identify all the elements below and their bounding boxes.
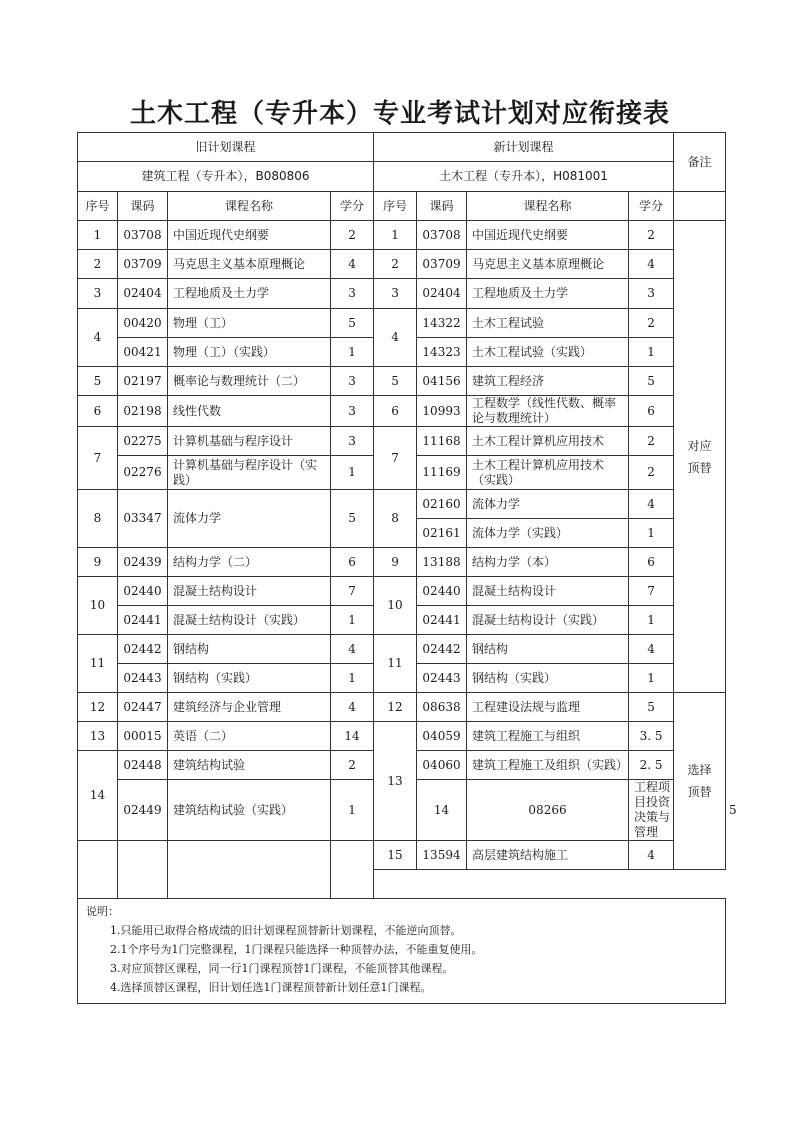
new-credit-cell: 4 xyxy=(629,841,674,870)
old-name-cell: 工程地质及土力学 xyxy=(168,279,331,309)
new-name-cell: 工程项目投资决策与管理 xyxy=(629,780,674,841)
old-credit-cell: 1 xyxy=(331,338,374,367)
new-code-cell: 10993 xyxy=(417,396,467,427)
new-credit-cell: 3 xyxy=(629,279,674,309)
old-seq-cell: 2 xyxy=(78,250,118,279)
old-seq-cell: 6 xyxy=(78,396,118,427)
table-row xyxy=(78,279,726,309)
new-code-cell: 11168 xyxy=(417,427,467,456)
new-seq-cell: 7 xyxy=(374,427,417,490)
new-code-cell: 02440 xyxy=(417,577,467,606)
old-plan-header: 旧计划课程 xyxy=(78,133,374,162)
old-credit-cell: 5 xyxy=(331,309,374,338)
new-code-cell: 02160 xyxy=(417,490,467,519)
new-credit-cell: 2. 5 xyxy=(629,751,674,780)
course-mapping-table xyxy=(77,132,737,1004)
old-code-cell xyxy=(118,841,168,899)
new-seq-cell: 2 xyxy=(374,250,417,279)
new-code-cell: 03709 xyxy=(417,250,467,279)
new-seq-cell: 5 xyxy=(374,367,417,396)
new-code-cell: 14322 xyxy=(417,309,467,338)
old-name-cell: 计算机基础与程序设计（实践） xyxy=(168,456,331,490)
new-name-cell: 流体力学 xyxy=(467,490,629,519)
old-credit-cell: 4 xyxy=(331,250,374,279)
new-code-cell: 02404 xyxy=(417,279,467,309)
new-name-cell: 马克思主义基本原理概论 xyxy=(467,250,629,279)
old-code-cell: 02198 xyxy=(118,396,168,427)
old-name-cell: 建筑经济与企业管理 xyxy=(168,693,331,722)
remarks-empty-cell xyxy=(674,192,726,221)
old-name-cell: 钢结构 xyxy=(168,635,331,664)
new-code-cell: 08266 xyxy=(467,780,629,841)
table-row xyxy=(78,490,726,519)
new-code-cell: 11169 xyxy=(417,456,467,490)
new-name-cell: 流体力学（实践） xyxy=(467,519,629,548)
new-seq-cell: 10 xyxy=(374,577,417,635)
old-credit-cell: 4 xyxy=(331,693,374,722)
new-credit-cell: 6 xyxy=(629,548,674,577)
new-code-cell: 14323 xyxy=(417,338,467,367)
new-name-cell: 钢结构 xyxy=(467,635,629,664)
new-credit-cell: 1 xyxy=(629,606,674,635)
table-row xyxy=(78,577,726,606)
table-row xyxy=(78,722,726,751)
old-code-cell: 00421 xyxy=(118,338,168,367)
new-credit-cell: 2 xyxy=(629,221,674,250)
new-credit-cell: 2 xyxy=(629,456,674,490)
old-credit-cell: 3 xyxy=(331,427,374,456)
remarks-line: 选择 xyxy=(687,763,712,777)
old-code-cell: 02448 xyxy=(118,751,168,780)
new-plan-header: 新计划课程 xyxy=(374,133,674,162)
new-credit-cell: 6 xyxy=(629,396,674,427)
table-row xyxy=(78,635,726,664)
old-name-cell: 物理（工） xyxy=(168,309,331,338)
new-name-cell: 土木工程计算机应用技术（实践） xyxy=(467,456,629,490)
old-code-cell: 02275 xyxy=(118,427,168,456)
old-code-cell: 02439 xyxy=(118,548,168,577)
old-credit-cell xyxy=(331,841,374,899)
old-name-cell: 英语（二） xyxy=(168,722,331,751)
old-code-cell: 00015 xyxy=(118,722,168,751)
new-name-cell: 建筑工程经济 xyxy=(467,367,629,396)
new-code-cell: 08638 xyxy=(417,693,467,722)
new-credit-cell: 7 xyxy=(629,577,674,606)
page-title: 土木工程（专升本）专业考试计划对应衔接表 xyxy=(129,99,670,129)
table-row xyxy=(78,396,726,427)
old-credit-cell: 2 xyxy=(331,751,374,780)
new-code-cell: 03708 xyxy=(417,221,467,250)
remarks-header: 备注 xyxy=(674,133,726,192)
remarks-line: 对应 xyxy=(687,438,712,453)
old-seq-cell: 11 xyxy=(78,635,118,693)
old-seq-cell: 1 xyxy=(78,221,118,250)
old-name-cell: 建筑结构试验（实践） xyxy=(168,780,331,841)
old-credit-cell: 2 xyxy=(331,221,374,250)
new-seq-cell: 12 xyxy=(374,693,417,722)
old-credit-cell: 1 xyxy=(331,456,374,490)
old-name-cell: 线性代数 xyxy=(168,396,331,427)
old-name-cell: 马克思主义基本原理概论 xyxy=(168,250,331,279)
new-code-cell: 13188 xyxy=(417,548,467,577)
old-code-cell: 03347 xyxy=(118,490,168,548)
table-row xyxy=(78,367,726,396)
new-code-cell: 04059 xyxy=(417,722,467,751)
new-credit-cell: 1 xyxy=(629,338,674,367)
old-name-cell: 建筑结构试验 xyxy=(168,751,331,780)
remarks-corresponding xyxy=(674,221,726,693)
new-name-cell: 结构力学（本） xyxy=(467,548,629,577)
new-seq-cell: 15 xyxy=(374,841,417,870)
new-code-cell: 02161 xyxy=(417,519,467,548)
remarks-optional xyxy=(674,693,726,870)
old-seq-header: 序号 xyxy=(78,192,118,221)
new-seq-cell: 3 xyxy=(374,279,417,309)
old-seq-cell: 4 xyxy=(78,309,118,367)
old-seq-cell xyxy=(78,841,118,899)
old-code-cell: 03709 xyxy=(118,250,168,279)
old-code-cell: 02276 xyxy=(118,456,168,490)
new-name-cell: 混凝土结构设计（实践） xyxy=(467,606,629,635)
new-name-cell: 混凝土结构设计 xyxy=(467,577,629,606)
table-row xyxy=(78,841,726,870)
old-seq-cell: 9 xyxy=(78,548,118,577)
new-name-cell: 工程地质及土力学 xyxy=(467,279,629,309)
remarks-line: 顶替 xyxy=(687,460,712,475)
old-name-cell: 概率论与数理统计（二） xyxy=(168,367,331,396)
new-seq-cell: 4 xyxy=(374,309,417,367)
new-credit-cell: 1 xyxy=(629,519,674,548)
old-credit-cell: 1 xyxy=(331,606,374,635)
old-name-cell: 混凝土结构设计 xyxy=(168,577,331,606)
new-credit-cell: 2 xyxy=(629,427,674,456)
new-name-cell: 钢结构（实践） xyxy=(467,664,629,693)
old-credit-cell: 14 xyxy=(331,722,374,751)
table-row xyxy=(78,548,726,577)
new-name-header: 课程名称 xyxy=(467,192,629,221)
old-seq-cell: 8 xyxy=(78,490,118,548)
old-credit-cell: 3 xyxy=(331,396,374,427)
new-code-header: 课码 xyxy=(417,192,467,221)
note-item: 1.只能用已取得合格成绩的旧计划课程顶替新计划课程，不能逆向顶替。 xyxy=(110,924,462,937)
old-seq-cell: 5 xyxy=(78,367,118,396)
new-credit-cell: 5 xyxy=(629,367,674,396)
new-code-cell: 13594 xyxy=(417,841,467,870)
old-credit-cell: 4 xyxy=(331,635,374,664)
old-credit-cell: 7 xyxy=(331,577,374,606)
old-code-cell: 02404 xyxy=(118,279,168,309)
old-seq-cell: 14 xyxy=(78,751,118,841)
table-row xyxy=(78,221,726,250)
new-name-cell: 工程建设法规与监理 xyxy=(467,693,629,722)
old-code-header: 课码 xyxy=(118,192,168,221)
old-name-cell: 物理（工）（实践） xyxy=(168,338,331,367)
table-row xyxy=(78,427,726,456)
old-credit-cell: 1 xyxy=(331,780,374,841)
old-seq-cell: 7 xyxy=(78,427,118,490)
new-name-cell: 建筑工程施工与组织 xyxy=(467,722,629,751)
old-program-name: 建筑工程（专升本），B080806 xyxy=(78,162,374,192)
new-seq-header: 序号 xyxy=(374,192,417,221)
new-seq-cell: 6 xyxy=(374,396,417,427)
new-credit-cell: 5 xyxy=(629,693,674,722)
old-credit-cell: 3 xyxy=(331,279,374,309)
new-credit-cell: 4 xyxy=(629,490,674,519)
new-name-cell: 工程数学（线性代数、概率论与数理统计） xyxy=(467,396,629,427)
old-credit-cell: 5 xyxy=(331,490,374,548)
old-code-cell: 02197 xyxy=(118,367,168,396)
table-row: 02449 建筑结构试验（实践） 1 14 08266 工程项目投资决策与管理 5 xyxy=(78,780,726,841)
table-row xyxy=(78,309,726,338)
old-name-cell xyxy=(168,841,331,899)
new-code-cell: 04060 xyxy=(417,751,467,780)
note-item: 3.对应顶替区课程，同一行1门课程顶替1门课程，不能顶替其他课程。 xyxy=(110,962,454,975)
old-name-cell: 流体力学 xyxy=(168,490,331,548)
old-credit-cell: 1 xyxy=(331,664,374,693)
new-code-cell: 02442 xyxy=(417,635,467,664)
old-name-header: 课程名称 xyxy=(168,192,331,221)
new-name-cell: 建筑工程施工及组织（实践） xyxy=(467,751,629,780)
old-name-cell: 钢结构（实践） xyxy=(168,664,331,693)
new-name-cell: 高层建筑结构施工 xyxy=(467,841,629,870)
notes-row xyxy=(78,899,726,1004)
new-program-name: 土木工程（专升本），H081001 xyxy=(374,162,674,192)
new-code-cell: 02443 xyxy=(417,664,467,693)
old-name-cell: 计算机基础与程序设计 xyxy=(168,427,331,456)
old-code-cell: 00420 xyxy=(118,309,168,338)
old-seq-cell: 12 xyxy=(78,693,118,722)
old-credit-header: 学分 xyxy=(331,192,374,221)
new-seq-cell: 13 xyxy=(374,722,417,841)
new-credit-cell: 1 xyxy=(629,664,674,693)
old-code-cell: 02443 xyxy=(118,664,168,693)
notes-section xyxy=(78,899,726,1004)
old-name-cell: 混凝土结构设计（实践） xyxy=(168,606,331,635)
new-credit-cell: 2 xyxy=(629,309,674,338)
new-seq-cell: 9 xyxy=(374,548,417,577)
note-item: 2.1个序号为1门完整课程，1门课程只能选择一种顶替办法，不能重复使用。 xyxy=(110,943,483,956)
new-code-cell: 04156 xyxy=(417,367,467,396)
old-code-cell: 02447 xyxy=(118,693,168,722)
old-seq-cell: 3 xyxy=(78,279,118,309)
old-code-cell: 02441 xyxy=(118,606,168,635)
new-credit-cell: 4 xyxy=(629,635,674,664)
notes-heading: 说明： xyxy=(86,905,119,918)
old-code-cell: 03708 xyxy=(118,221,168,250)
table-row xyxy=(78,250,726,279)
new-credit-cell: 3. 5 xyxy=(629,722,674,751)
new-name-cell: 土木工程试验（实践） xyxy=(467,338,629,367)
old-seq-cell: 10 xyxy=(78,577,118,635)
old-code-cell: 02440 xyxy=(118,577,168,606)
remarks-line: 顶替 xyxy=(687,785,712,799)
new-seq-cell: 11 xyxy=(374,635,417,693)
new-seq-cell: 8 xyxy=(374,490,417,548)
new-name-cell: 土木工程计算机应用技术 xyxy=(467,427,629,456)
old-code-cell: 02442 xyxy=(118,635,168,664)
new-seq-cell: 1 xyxy=(374,221,417,250)
new-name-cell: 土木工程试验 xyxy=(467,309,629,338)
new-code-cell: 02441 xyxy=(417,606,467,635)
old-seq-cell: 13 xyxy=(78,722,118,751)
new-name-cell: 中国近现代史纲要 xyxy=(467,221,629,250)
old-credit-cell: 6 xyxy=(331,548,374,577)
old-name-cell: 结构力学（二） xyxy=(168,548,331,577)
new-credit-cell: 4 xyxy=(629,250,674,279)
table-row xyxy=(78,693,726,722)
old-name-cell: 中国近现代史纲要 xyxy=(168,221,331,250)
new-credit-header: 学分 xyxy=(629,192,674,221)
old-credit-cell: 3 xyxy=(331,367,374,396)
old-code-cell: 02449 xyxy=(118,780,168,841)
new-seq-cell: 14 xyxy=(417,780,467,841)
note-item: 4.选择顶替区课程，旧计划任选1门课程顶替新计划任意1门课程。 xyxy=(110,981,432,994)
